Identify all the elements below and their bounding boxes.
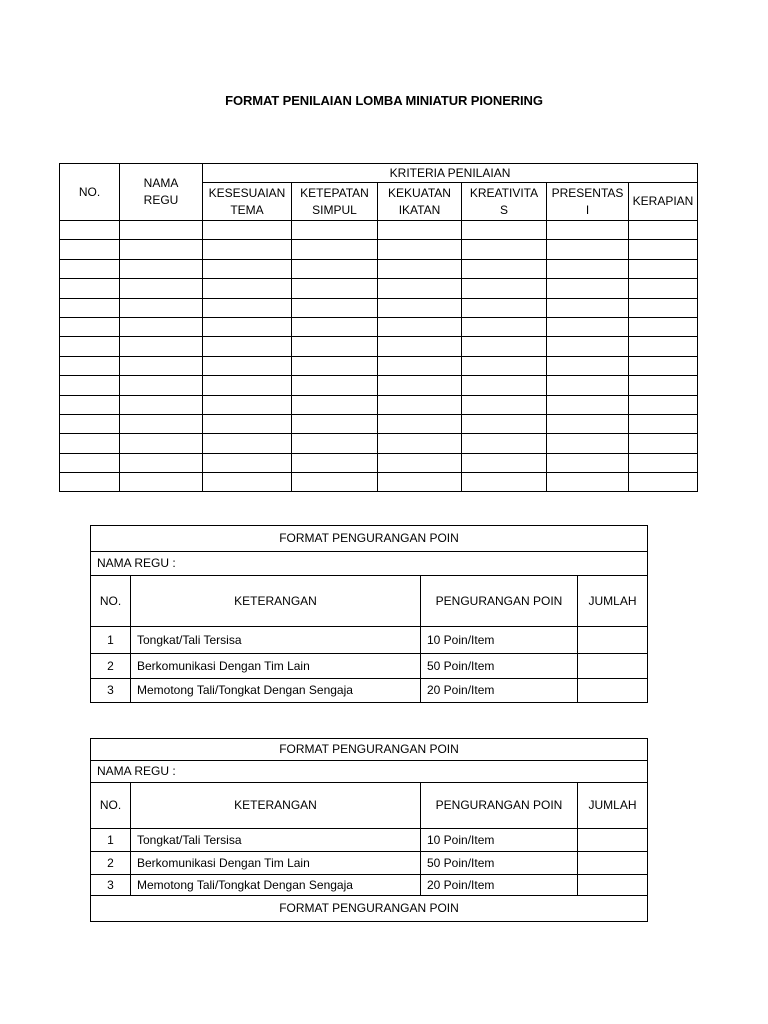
score-table xyxy=(59,163,698,492)
table-cell[interactable] xyxy=(60,337,120,356)
header-nama-regu: NAMA REGU xyxy=(120,164,203,221)
table-cell[interactable] xyxy=(629,356,698,375)
header-kreativitas: KREATIVITA S xyxy=(462,183,547,221)
table-cell[interactable] xyxy=(60,240,120,259)
table-row xyxy=(60,298,698,317)
table-cell[interactable] xyxy=(378,414,462,433)
table-cell[interactable] xyxy=(292,221,378,240)
table-cell[interactable] xyxy=(378,453,462,472)
header-kekuatan-ikatan: KEKUATAN IKATAN xyxy=(378,183,462,221)
row-jumlah xyxy=(578,679,648,703)
table-row xyxy=(60,356,698,375)
header-keterangan: KETERANGAN xyxy=(131,576,421,627)
row-keterangan: Berkomunikasi Dengan Tim Lain xyxy=(131,852,421,875)
table-row xyxy=(60,395,698,414)
table-cell[interactable] xyxy=(629,434,698,453)
table-row xyxy=(60,434,698,453)
table-cell[interactable] xyxy=(547,376,629,395)
row-jumlah xyxy=(578,654,648,679)
table-cell[interactable] xyxy=(292,414,378,433)
table-cell[interactable] xyxy=(378,434,462,453)
row-poin: 50 Poin/Item xyxy=(421,852,578,875)
table-cell[interactable] xyxy=(378,376,462,395)
table-cell[interactable] xyxy=(120,395,203,414)
table-cell[interactable] xyxy=(203,221,292,240)
row-poin: 10 Poin/Item xyxy=(421,627,578,654)
table-cell[interactable] xyxy=(462,279,547,298)
table-cell[interactable] xyxy=(629,376,698,395)
row-poin: 20 Poin/Item xyxy=(421,679,578,703)
table-cell[interactable] xyxy=(203,434,292,453)
deduction-footer-title: FORMAT PENGURANGAN POIN xyxy=(91,896,648,922)
row-jumlah xyxy=(578,852,648,875)
table-cell[interactable] xyxy=(203,279,292,298)
table-cell[interactable] xyxy=(120,259,203,278)
table-cell[interactable] xyxy=(292,337,378,356)
table-row xyxy=(60,240,698,259)
table-cell[interactable] xyxy=(462,259,547,278)
table-cell[interactable] xyxy=(547,434,629,453)
table-row xyxy=(60,453,698,472)
table-cell[interactable] xyxy=(629,240,698,259)
table-cell[interactable] xyxy=(378,221,462,240)
table-cell[interactable] xyxy=(60,259,120,278)
table-cell[interactable] xyxy=(203,337,292,356)
table-cell[interactable] xyxy=(378,395,462,414)
table-cell[interactable] xyxy=(462,240,547,259)
table-cell[interactable] xyxy=(462,414,547,433)
row-keterangan: Berkomunikasi Dengan Tim Lain xyxy=(131,654,421,679)
table-cell[interactable] xyxy=(292,453,378,472)
table-cell[interactable] xyxy=(462,473,547,492)
table-cell[interactable] xyxy=(629,337,698,356)
row-poin: 50 Poin/Item xyxy=(421,654,578,679)
table-row xyxy=(60,221,698,240)
table-cell[interactable] xyxy=(462,221,547,240)
table-cell[interactable] xyxy=(203,414,292,433)
table-cell[interactable] xyxy=(547,473,629,492)
table-cell[interactable] xyxy=(120,240,203,259)
table-cell[interactable] xyxy=(378,279,462,298)
row-keterangan: Tongkat/Tali Tersisa xyxy=(131,627,421,654)
table-cell[interactable] xyxy=(378,298,462,317)
table-cell[interactable] xyxy=(547,453,629,472)
table-row xyxy=(60,259,698,278)
table-cell[interactable] xyxy=(203,376,292,395)
deduction-table-1 xyxy=(90,525,648,703)
table-cell[interactable] xyxy=(462,376,547,395)
table-cell[interactable] xyxy=(120,434,203,453)
table-cell[interactable] xyxy=(547,414,629,433)
table-cell[interactable] xyxy=(60,221,120,240)
header-pengurangan-poin: PENGURANGAN POIN xyxy=(421,576,578,627)
table-cell[interactable] xyxy=(629,453,698,472)
header-kerapian: KERAPIAN xyxy=(629,183,698,221)
table-cell[interactable] xyxy=(120,453,203,472)
table-cell[interactable] xyxy=(547,221,629,240)
row-poin: 10 Poin/Item xyxy=(421,829,578,852)
header-no: NO. xyxy=(91,783,131,829)
table-row xyxy=(60,317,698,336)
table-cell[interactable] xyxy=(547,317,629,336)
table-cell[interactable] xyxy=(629,395,698,414)
table-cell[interactable] xyxy=(462,395,547,414)
header-no: NO. xyxy=(60,164,120,221)
table-cell[interactable] xyxy=(60,376,120,395)
table-cell[interactable] xyxy=(462,453,547,472)
table-cell[interactable] xyxy=(203,395,292,414)
table-cell[interactable] xyxy=(60,473,120,492)
header-kriteria-penilaian: KRITERIA PENILAIAN xyxy=(203,164,698,183)
table-cell[interactable] xyxy=(547,240,629,259)
deduction-title: FORMAT PENGURANGAN POIN xyxy=(91,739,648,761)
header-ketepatan-simpul: KETEPATAN SIMPUL xyxy=(292,183,378,221)
table-cell[interactable] xyxy=(378,317,462,336)
row-no: 3 xyxy=(91,875,131,896)
score-table-body xyxy=(60,221,698,492)
table-cell[interactable] xyxy=(120,376,203,395)
table-row xyxy=(60,337,698,356)
table-cell[interactable] xyxy=(292,395,378,414)
table-cell[interactable] xyxy=(203,240,292,259)
table-cell[interactable] xyxy=(120,414,203,433)
table-cell[interactable] xyxy=(60,414,120,433)
table-cell[interactable] xyxy=(462,434,547,453)
table-cell[interactable] xyxy=(203,317,292,336)
table-cell[interactable] xyxy=(60,279,120,298)
header-pengurangan-poin: PENGURANGAN POIN xyxy=(421,783,578,829)
table-cell[interactable] xyxy=(203,453,292,472)
header-jumlah: JUMLAH xyxy=(578,783,648,829)
table-cell[interactable] xyxy=(629,473,698,492)
deduction-title: FORMAT PENGURANGAN POIN xyxy=(91,526,648,552)
deduction-table-2 xyxy=(90,738,648,922)
row-no: 3 xyxy=(91,679,131,703)
table-cell[interactable] xyxy=(547,395,629,414)
table-cell[interactable] xyxy=(120,473,203,492)
table-cell[interactable] xyxy=(60,317,120,336)
row-jumlah xyxy=(578,627,648,654)
table-cell[interactable] xyxy=(203,473,292,492)
row-no: 1 xyxy=(91,627,131,654)
table-cell[interactable] xyxy=(629,279,698,298)
row-keterangan: Tongkat/Tali Tersisa xyxy=(131,829,421,852)
table-row xyxy=(60,414,698,433)
table-cell[interactable] xyxy=(629,298,698,317)
row-no: 2 xyxy=(91,654,131,679)
table-cell[interactable] xyxy=(462,337,547,356)
header-presentasi: PRESENTAS I xyxy=(547,183,629,221)
table-cell[interactable] xyxy=(292,376,378,395)
table-row xyxy=(60,473,698,492)
nama-regu-label: NAMA REGU : xyxy=(91,761,648,783)
table-cell[interactable] xyxy=(629,259,698,278)
table-cell[interactable] xyxy=(462,356,547,375)
table-cell[interactable] xyxy=(292,434,378,453)
table-cell[interactable] xyxy=(120,356,203,375)
table-cell[interactable] xyxy=(292,356,378,375)
table-cell[interactable] xyxy=(462,317,547,336)
table-cell[interactable] xyxy=(60,453,120,472)
row-jumlah xyxy=(578,875,648,896)
table-cell[interactable] xyxy=(60,395,120,414)
table-cell[interactable] xyxy=(629,317,698,336)
row-keterangan: Memotong Tali/Tongkat Dengan Sengaja xyxy=(131,875,421,896)
table-cell[interactable] xyxy=(378,240,462,259)
table-cell[interactable] xyxy=(203,356,292,375)
table-cell[interactable] xyxy=(378,337,462,356)
table-cell[interactable] xyxy=(120,337,203,356)
header-kesesuaian-tema: KESESUAIAN TEMA xyxy=(203,183,292,221)
table-cell[interactable] xyxy=(462,298,547,317)
table-cell[interactable] xyxy=(292,298,378,317)
table-cell[interactable] xyxy=(60,434,120,453)
table-cell[interactable] xyxy=(60,356,120,375)
table-row xyxy=(60,279,698,298)
table-cell[interactable] xyxy=(120,279,203,298)
table-cell[interactable] xyxy=(547,259,629,278)
table-cell[interactable] xyxy=(120,298,203,317)
row-keterangan: Memotong Tali/Tongkat Dengan Sengaja xyxy=(131,679,421,703)
table-cell[interactable] xyxy=(378,259,462,278)
table-cell[interactable] xyxy=(120,317,203,336)
table-cell[interactable] xyxy=(547,279,629,298)
table-cell[interactable] xyxy=(292,317,378,336)
table-cell[interactable] xyxy=(203,259,292,278)
table-cell[interactable] xyxy=(629,221,698,240)
table-cell[interactable] xyxy=(378,356,462,375)
header-jumlah: JUMLAH xyxy=(578,576,648,627)
row-poin: 20 Poin/Item xyxy=(421,875,578,896)
table-cell[interactable] xyxy=(629,414,698,433)
table-cell[interactable] xyxy=(547,356,629,375)
table-cell[interactable] xyxy=(292,259,378,278)
table-row xyxy=(60,376,698,395)
row-jumlah xyxy=(578,829,648,852)
table-cell[interactable] xyxy=(547,337,629,356)
header-no: NO. xyxy=(91,576,131,627)
table-cell[interactable] xyxy=(292,240,378,259)
table-cell[interactable] xyxy=(120,221,203,240)
table-cell[interactable] xyxy=(378,473,462,492)
table-cell[interactable] xyxy=(547,298,629,317)
row-no: 2 xyxy=(91,852,131,875)
table-cell[interactable] xyxy=(292,279,378,298)
row-no: 1 xyxy=(91,829,131,852)
table-cell[interactable] xyxy=(60,298,120,317)
header-keterangan: KETERANGAN xyxy=(131,783,421,829)
table-cell[interactable] xyxy=(292,473,378,492)
nama-regu-label: NAMA REGU : xyxy=(91,552,648,576)
page-title: FORMAT PENILAIAN LOMBA MINIATUR PIONERING xyxy=(225,93,543,108)
table-cell[interactable] xyxy=(203,298,292,317)
